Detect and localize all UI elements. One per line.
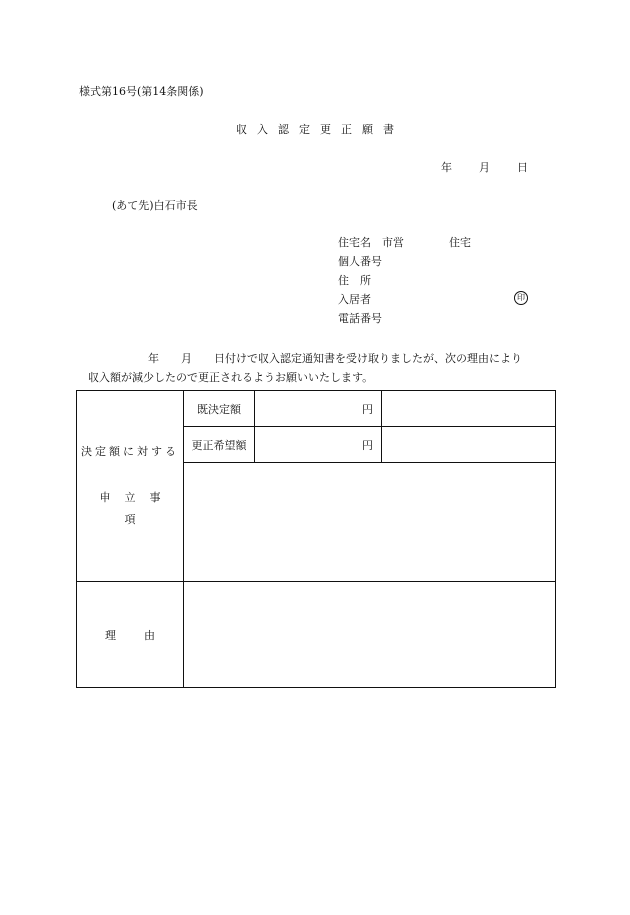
resident-label: 入居者 — [338, 293, 371, 306]
requested-amount-field[interactable] — [255, 427, 382, 463]
housing-name-suffix: 住宅 — [449, 236, 471, 249]
individual-number-row — [338, 256, 471, 275]
application-table — [76, 390, 556, 688]
requested-amount-yen: 円 — [362, 438, 373, 452]
reason-field[interactable] — [184, 582, 556, 688]
form-number: 様式第16号(第14条関係) — [79, 85, 204, 98]
address-row — [338, 275, 471, 294]
statement-field[interactable] — [184, 463, 556, 582]
date-day: 日 — [517, 161, 528, 174]
decided-amount-yen: 円 — [362, 402, 373, 416]
date-month: 月 — [479, 161, 490, 174]
date-line — [441, 162, 528, 173]
resident-row — [338, 293, 525, 313]
address-label: 住 所 — [338, 274, 371, 287]
reason-label: 理由 — [77, 582, 184, 688]
request-text-line1: 年 月 日付けで収入認定通知書を受け取りましたが、次の理由により — [148, 352, 522, 365]
seal-mark: 印 — [514, 291, 528, 305]
housing-name-row — [338, 237, 471, 256]
request-text — [88, 349, 558, 387]
requested-amount-label: 更正希望額 — [184, 427, 255, 463]
decided-amount-label: 既決定額 — [184, 391, 255, 427]
document-title: 収入認定更正願書 — [236, 123, 404, 136]
section-label-line1: 決定額に対する — [81, 445, 179, 458]
phone-label: 電話番号 — [338, 312, 382, 325]
housing-name-prefix: 市営 — [382, 236, 404, 249]
decided-amount-field[interactable] — [255, 391, 382, 427]
individual-number-label: 個人番号 — [338, 255, 382, 268]
date-year: 年 — [441, 161, 452, 174]
requested-amount-note[interactable] — [382, 427, 556, 463]
decided-amount-note[interactable] — [382, 391, 556, 427]
applicant-block — [338, 236, 525, 332]
request-text-line2: 収入額が減少したので更正されるようお願いいたします。 — [88, 371, 374, 384]
housing-name-label: 住宅名 — [338, 236, 371, 249]
section-label-line2: 申立事項 — [99, 491, 175, 526]
section-label-cell — [77, 391, 184, 582]
addressee: (あて先)白石市長 — [112, 199, 198, 212]
phone-row — [338, 313, 471, 332]
